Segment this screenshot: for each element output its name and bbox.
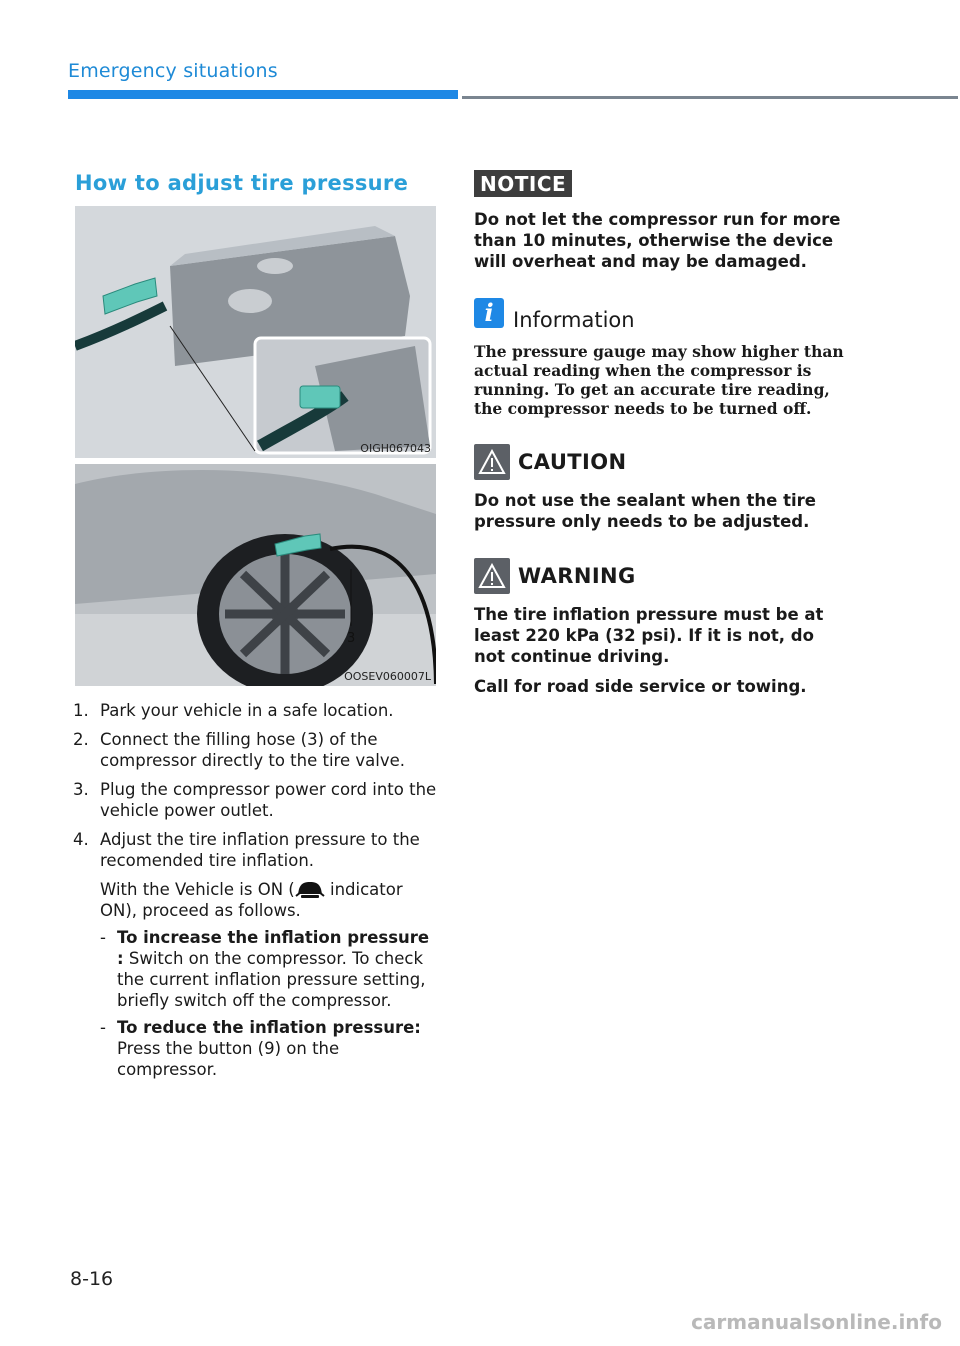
list-item <box>73 700 438 721</box>
caution-title: CAUTION <box>518 450 627 474</box>
right-column <box>474 170 844 697</box>
warning-text-2: Call for road side service or towing. <box>474 677 807 696</box>
header-bar-blue <box>68 90 458 99</box>
list-item <box>73 927 438 1011</box>
wheel-illustration <box>75 464 436 686</box>
list-item <box>73 779 438 821</box>
caution-header <box>474 444 844 480</box>
section-header: Emergency situations <box>68 60 278 82</box>
caution-text: Do not use the sealant when the tire pressure only needs to be adjusted. <box>474 491 816 531</box>
step-number: 4. <box>73 830 89 849</box>
bullet-text: Switch on the compressor. To check the current inflation pressure setting, briefly switch off the compressor. <box>117 949 426 1010</box>
notice-label: NOTICE <box>474 170 572 197</box>
information-text: The pressure gauge may show higher than actual reading when the compressor is running. To get an accurate tire reading, the compressor needs to be turned off. <box>474 342 844 418</box>
step-number: 2. <box>73 730 89 749</box>
figure-callout: 3 <box>347 631 356 646</box>
header-bar-gray <box>462 96 958 99</box>
step-text: Adjust the tire inflation pressure to the recomended tire inflation. <box>100 830 420 870</box>
page-number: 8-16 <box>70 1268 114 1290</box>
list-item <box>73 1017 438 1080</box>
warning-text: The tire inflation pressure must be at least 220 kPa (32 psi). If it is not, do not continue driving. <box>474 605 824 666</box>
info-icon: i <box>474 298 504 328</box>
notice-text: Do not let the compressor run for more than 10 minutes, otherwise the device will overheat and may be damaged. <box>474 210 841 271</box>
compressor-illustration <box>75 206 436 458</box>
bullet-heading: To reduce the inflation pressure: <box>117 1018 421 1037</box>
compressor-figure <box>75 206 436 458</box>
warning-triangle-icon <box>474 444 510 480</box>
step-number: 1. <box>73 701 89 720</box>
vehicle-on-text-after: indicator ON), proceed as follows. <box>100 880 403 920</box>
dash-marker: - <box>100 1018 106 1037</box>
warning-title: WARNING <box>518 564 636 588</box>
step-text: Connect the filling hose (3) of the compressor directly to the tire valve. <box>100 730 405 770</box>
list-item <box>73 829 438 871</box>
warning-header <box>474 558 844 594</box>
list-item <box>73 729 438 771</box>
vehicle-ready-icon <box>295 880 325 900</box>
bullet-heading: To increase the inflation pressure : <box>117 928 430 968</box>
figure-code: OIGH067043 <box>360 442 431 455</box>
information-title: Information <box>513 308 635 332</box>
page-title: How to adjust tire pressure <box>75 171 409 195</box>
figure-code: OOSEV060007L <box>344 670 431 683</box>
bullet-text: Press the button (9) on the compressor. <box>117 1039 340 1079</box>
step-text: Plug the compressor power cord into the vehicle power outlet. <box>100 780 437 820</box>
steps-list <box>73 700 438 1080</box>
vehicle-on-text: With the Vehicle is ON ( <box>100 880 295 899</box>
wheel-figure <box>75 464 436 686</box>
information-header <box>474 294 844 332</box>
watermark: carmanualsonline.info <box>691 1310 942 1334</box>
step-text: Park your vehicle in a safe location. <box>100 701 394 720</box>
vehicle-on-paragraph <box>73 879 438 921</box>
dash-marker: - <box>100 928 106 947</box>
warning-triangle-icon <box>474 558 510 594</box>
step-number: 3. <box>73 780 89 799</box>
